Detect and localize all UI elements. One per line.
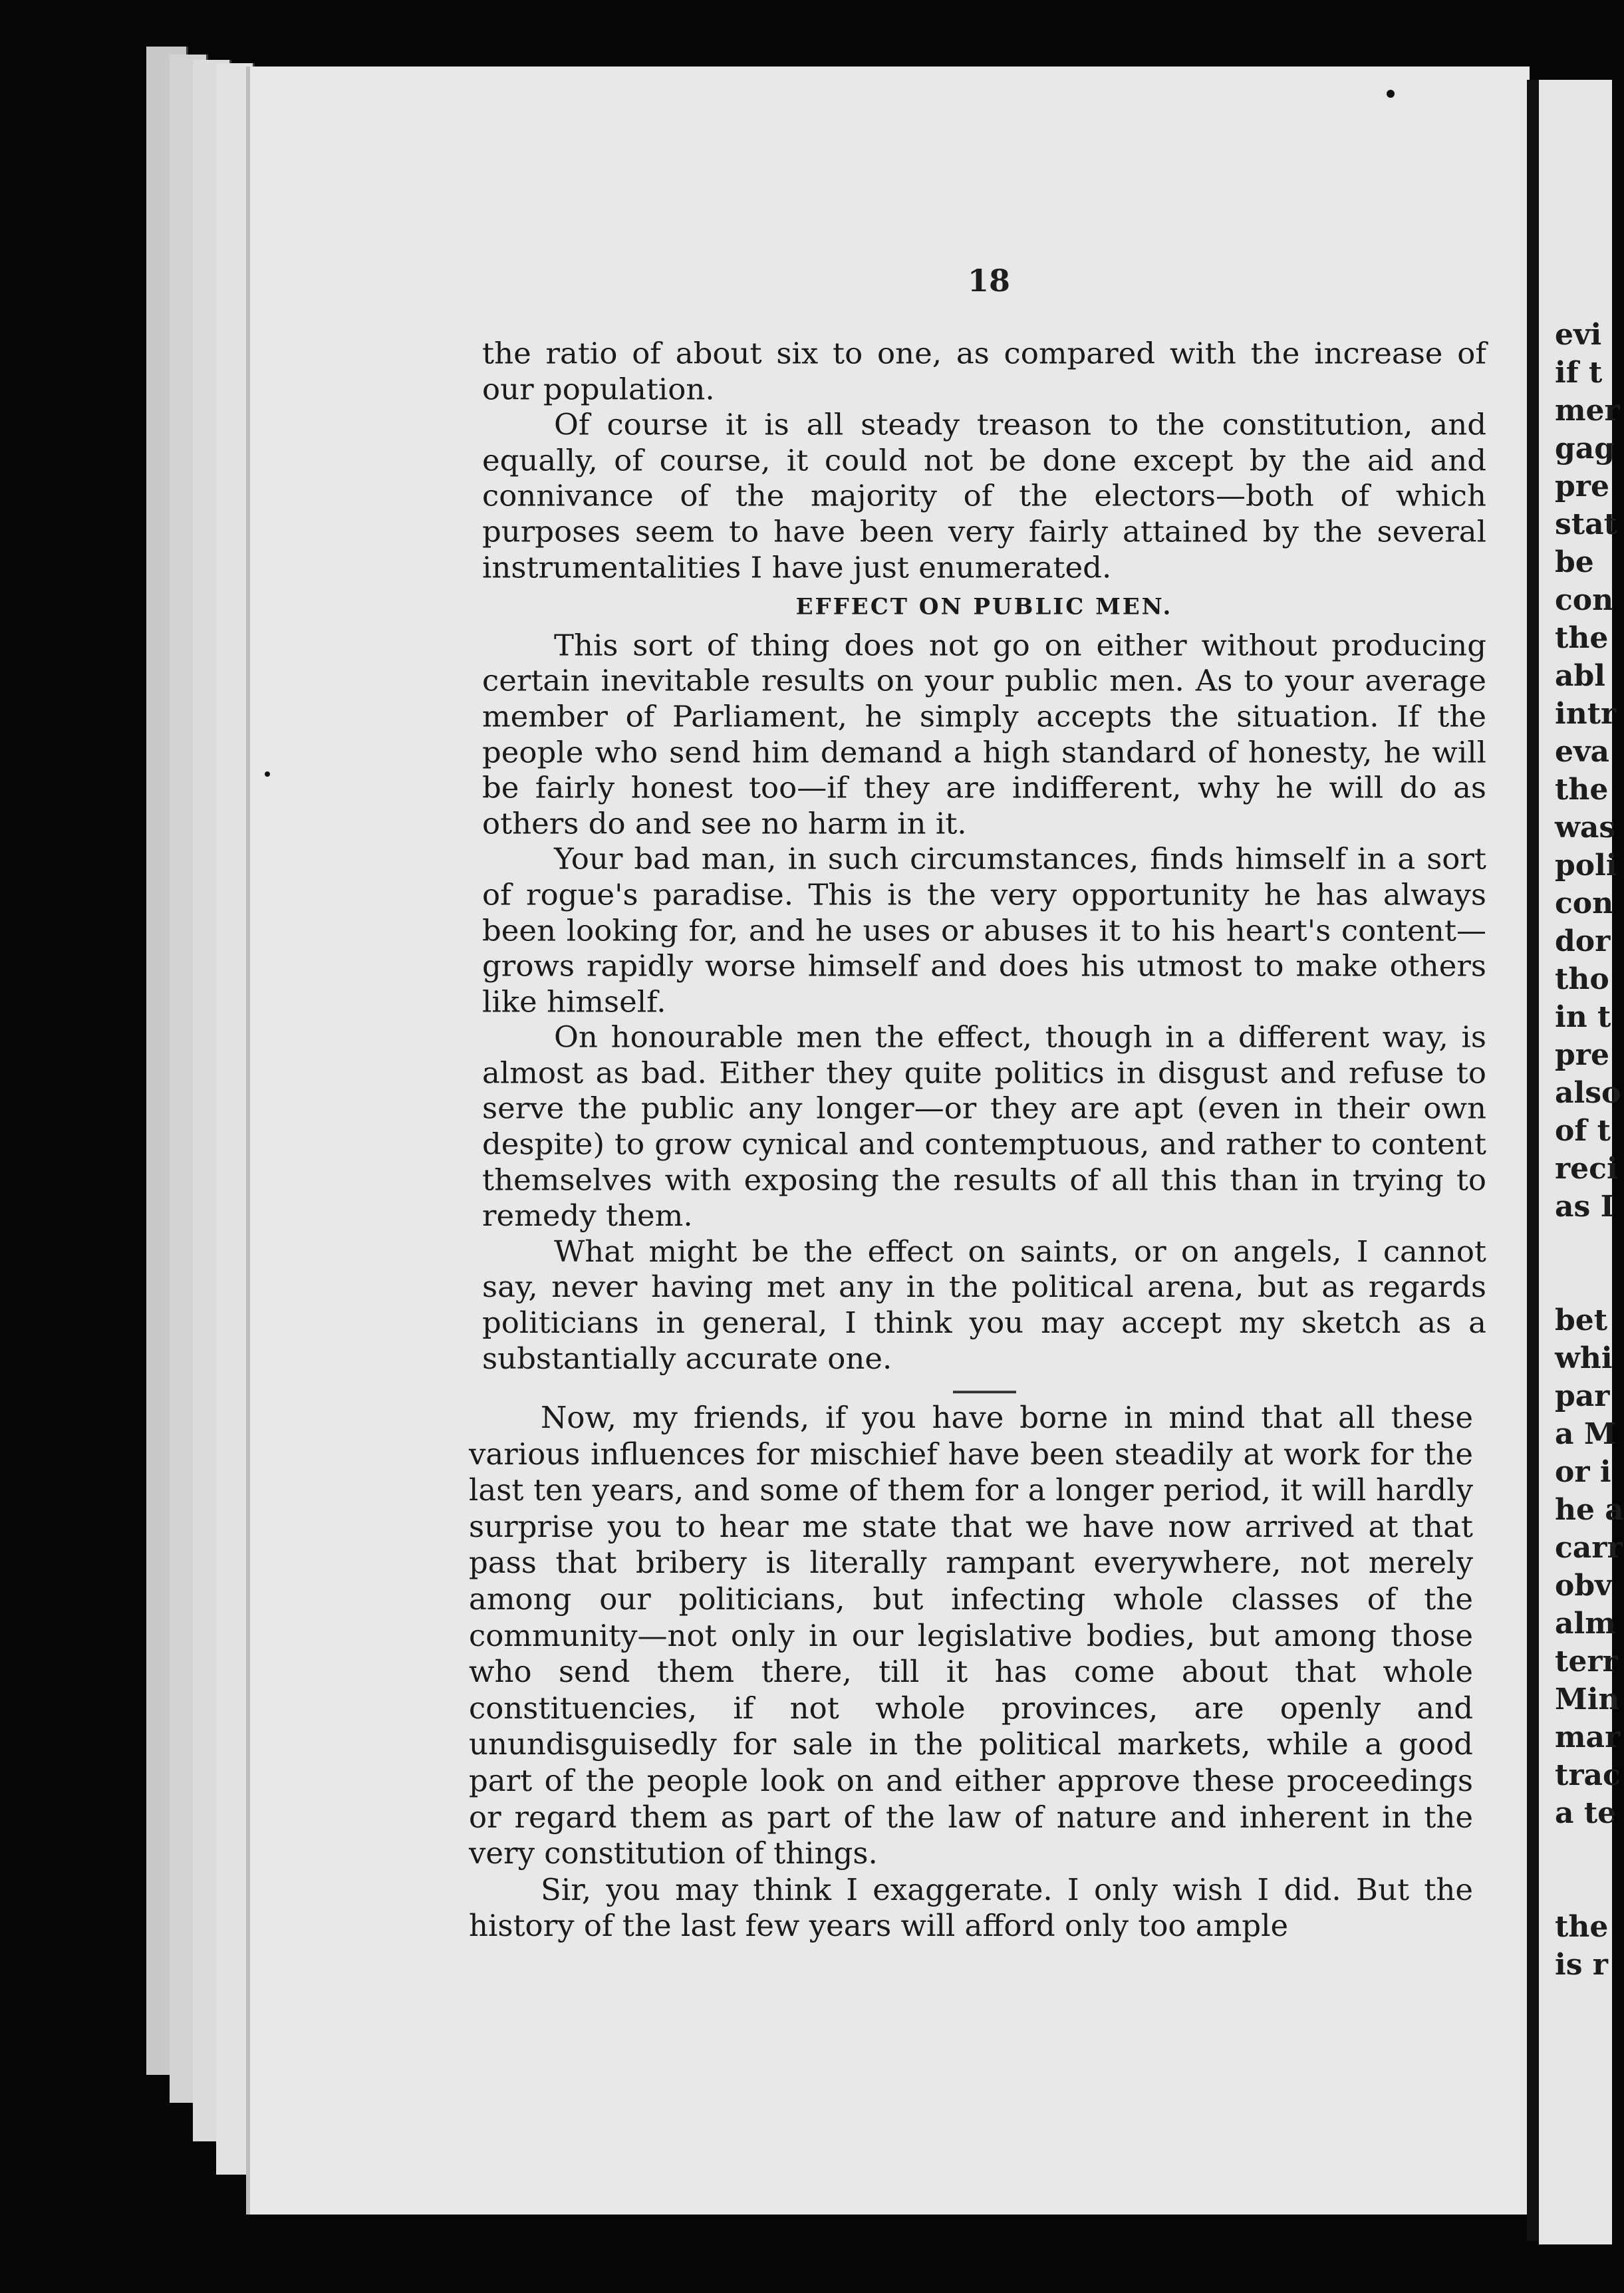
facing-page-line: stat — [1555, 507, 1617, 541]
book-gutter — [1527, 80, 1539, 2241]
section-divider — [953, 1391, 1016, 1393]
page-number: 18 — [968, 263, 1011, 299]
facing-page-line: abl — [1555, 659, 1605, 693]
paragraph: What might be the effect on saints, or on angels, I cannot say, never having met any in the political arena, but as regards politicians in general, I think you may accept my sketch as a substantially accurate one. — [482, 1234, 1486, 1376]
ink-speck — [1387, 90, 1395, 98]
facing-page-line: was — [1555, 811, 1616, 845]
facing-page-line: intr — [1555, 697, 1617, 731]
facing-page-line: tho — [1555, 962, 1609, 996]
facing-page-line: is r — [1555, 1948, 1608, 1982]
page-text-upper — [482, 336, 1486, 1400]
facing-page-line: or i — [1555, 1455, 1611, 1489]
paragraph: Sir, you may think I exaggerate. I only wish I did. But the history of the last few years will afford only too ample — [469, 1871, 1473, 1944]
paragraph: On honourable men the effect, though in a different way, is almost as bad. Either they quite politics in disgust and refuse to serve the public any longer—or they are apt (even in their own despite) to grow cynical and contemptuous, and rather to content themselves with exposing the results of all this than in trying to remedy them. — [482, 1019, 1486, 1233]
paragraph: Of course it is all steady treason to the constitution, and equally, of course, it could not be done except by the aid and connivance of the majority of the electors—both of which purposes seem to have been very fairly attained by the several instrumentalities I have just enumerated. — [482, 407, 1486, 585]
facing-page-line: the — [1555, 1910, 1609, 1944]
facing-page-line: mar — [1555, 1720, 1621, 1754]
paragraph-continued: the ratio of about six to one, as compared with the increase of our population. — [482, 336, 1486, 406]
facing-page — [1539, 80, 1624, 2244]
page-text-lower — [469, 1400, 1473, 1945]
facing-page-line: a M — [1555, 1417, 1617, 1451]
paragraph: This sort of thing does not go on either without producing certain inevitable results on your public men. As to your average member of Parliament, he simply accepts the situation. If the people who send him demand a high standard of honesty, he will be fairly honest too—if they are indifferent, why he will do as others do and see no harm in it. — [482, 627, 1486, 841]
facing-page-line: also — [1555, 1076, 1621, 1110]
facing-page-line: he a — [1555, 1493, 1624, 1527]
facing-page-line: a te — [1555, 1796, 1617, 1830]
facing-page-line: the — [1555, 621, 1609, 655]
facing-page-line: evi — [1555, 318, 1602, 352]
facing-page-line: bet — [1555, 1303, 1608, 1337]
facing-page-line: as I — [1555, 1190, 1615, 1224]
facing-page-line: pre — [1555, 1038, 1609, 1072]
facing-page-line: gag — [1555, 432, 1615, 466]
facing-page-line: mer — [1555, 394, 1620, 428]
section-heading: EFFECT ON PUBLIC MEN. — [795, 594, 1173, 620]
facing-page-line: of t — [1555, 1114, 1611, 1148]
facing-page-line: alm — [1555, 1607, 1616, 1641]
facing-page-line: if t — [1555, 356, 1603, 390]
facing-page-line: trac — [1555, 1758, 1621, 1792]
paragraph: Your bad man, in such circumstances, finds himself in a sort of rogue's paradise. This is the very opportunity he has always been looking for, and he uses or abuses it to his heart's content—grows rapidly worse himself and does his utmost to make others like himself. — [482, 841, 1486, 1019]
facing-page-line: terr — [1555, 1645, 1618, 1679]
facing-page-line: in t — [1555, 1000, 1611, 1034]
facing-page-line: con — [1555, 886, 1614, 920]
facing-page-line: Min — [1555, 1683, 1620, 1716]
ink-speck — [265, 771, 270, 777]
facing-page-line: poli — [1555, 849, 1617, 882]
facing-page-line: pre — [1555, 470, 1609, 503]
facing-page-line: the — [1555, 773, 1609, 807]
facing-page-line: dor — [1555, 924, 1611, 958]
facing-page-line: obv — [1555, 1569, 1612, 1603]
facing-page-line: eva — [1555, 735, 1610, 769]
facing-page-line: be — [1555, 545, 1594, 579]
facing-page-line: reci — [1555, 1152, 1618, 1186]
facing-page-line: whi — [1555, 1341, 1613, 1375]
paragraph: Now, my friends, if you have borne in mind that all these various influences for mischief have been steadily at work for the last ten years, and some of them for a longer period, it will hardly surprise you to hear me state that we have now arrived at that pass that bribery is literally rampant everywhere, not merely among our politicians, but infecting whole classes of the community—not only in our legislative bodies, but among those who send them there, till it has come about that whole constituencies, if not whole provinces, are openly and unundisguisedly for sale in the political markets, while a good part of the people look on and either approve these proceedings or regard them as part of the law of nature and inherent in the very constitution of things. — [469, 1400, 1473, 1871]
facing-page-line: carr — [1555, 1531, 1623, 1565]
facing-page-line: con — [1555, 583, 1614, 617]
facing-page-line: par — [1555, 1379, 1610, 1413]
